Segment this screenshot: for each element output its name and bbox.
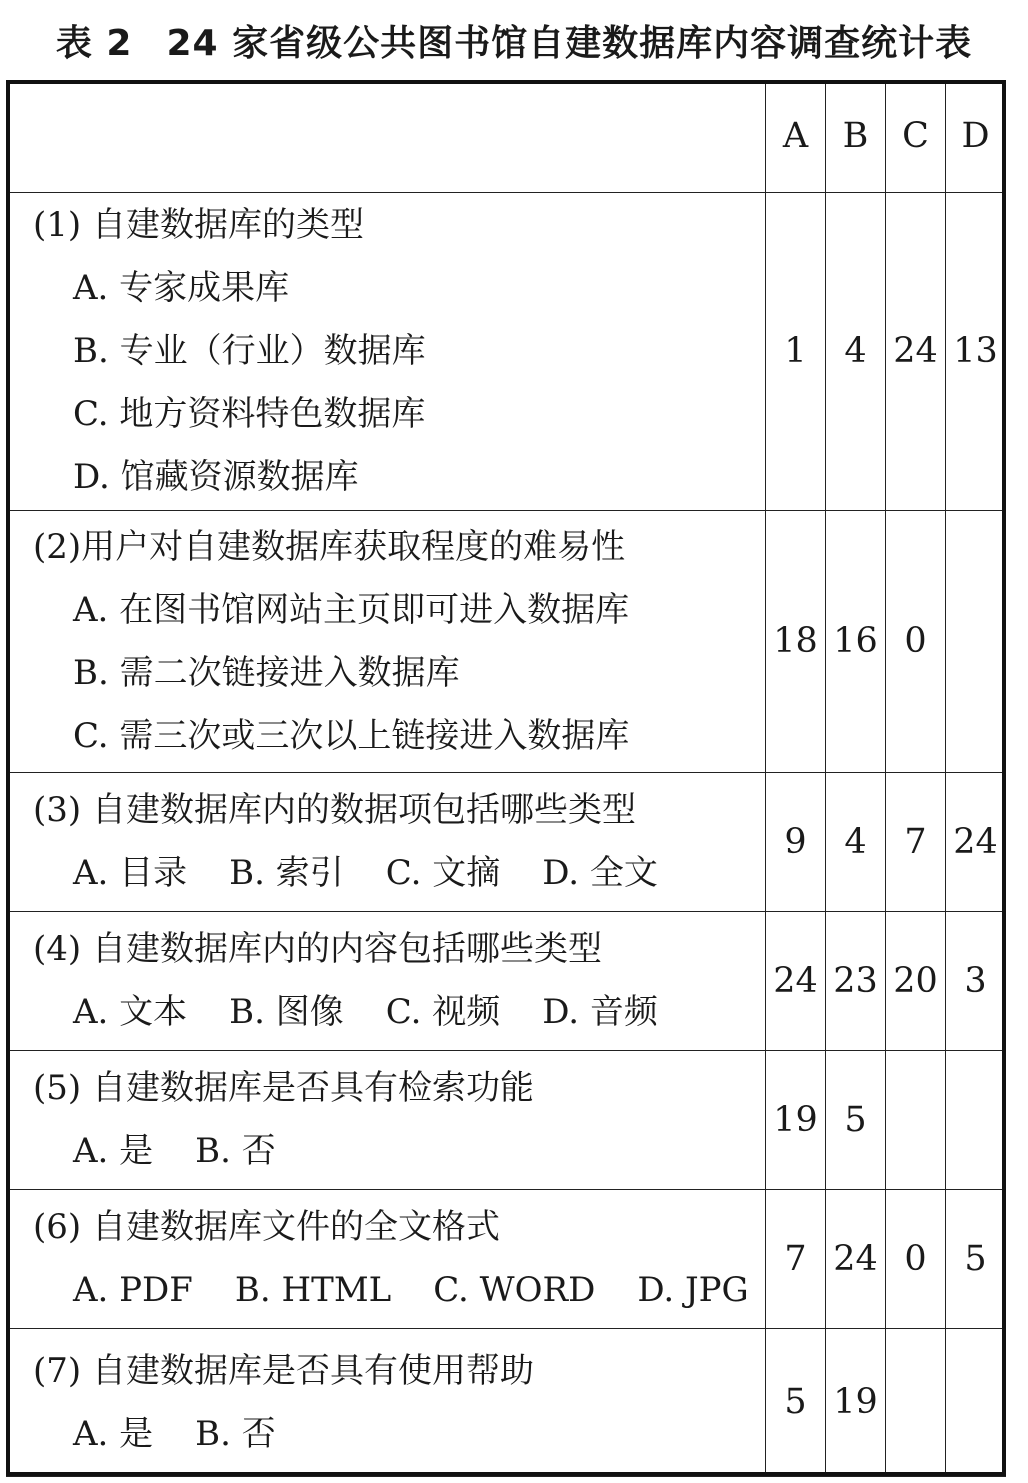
option: B. 否 [195, 1413, 276, 1454]
option: B. 索引 [229, 853, 344, 893]
value-c: 20 [886, 912, 946, 1051]
value-d: 24 [946, 773, 1006, 912]
value-c: 0 [886, 511, 946, 773]
table-title: 24 家省级公共图书馆自建数据库内容调查统计表 [166, 22, 973, 64]
option: C. 需三次或三次以上链接进入数据库 [73, 715, 630, 756]
table-caption [0, 0, 1028, 80]
value-b: 19 [826, 1329, 886, 1477]
option: A. 文本 [73, 992, 188, 1032]
value-c: 0 [886, 1190, 946, 1329]
option: D. 音频 [542, 992, 658, 1032]
value-b: 4 [826, 193, 886, 511]
header-a: A [766, 81, 826, 193]
option: D. 全文 [542, 853, 658, 893]
table-number: 表 2 [55, 22, 133, 64]
option: A. 是 [73, 1131, 154, 1171]
value-b: 24 [826, 1190, 886, 1329]
header-c: C [886, 81, 946, 193]
option: B. 专业（行业）数据库 [73, 331, 426, 371]
value-a: 9 [766, 773, 826, 912]
value-a: 7 [766, 1190, 826, 1329]
value-b: 4 [826, 773, 886, 912]
question-text: (3) 自建数据库内的数据项包括哪些类型 [33, 790, 636, 830]
question-text: (4) 自建数据库内的内容包括哪些类型 [33, 929, 602, 969]
option: A. 目录 [73, 853, 188, 893]
option: C. 文摘 [385, 853, 501, 893]
header-d: D [946, 81, 1006, 193]
value-c: 7 [886, 773, 946, 912]
option: A. 是 [73, 1413, 154, 1454]
question-text: (5) 自建数据库是否具有检索功能 [33, 1068, 534, 1108]
header-b: B [826, 81, 886, 193]
table-outer-border [6, 80, 1006, 1476]
value-d: 13 [946, 193, 1006, 511]
value-a: 18 [766, 511, 826, 773]
option: A. 在图书馆网站主页即可进入数据库 [73, 589, 630, 630]
value-a: 19 [766, 1051, 826, 1190]
option: C. 地方资料特色数据库 [73, 394, 426, 434]
value-b: 23 [826, 912, 886, 1051]
option: D. JPG [637, 1270, 749, 1310]
option: B. 图像 [229, 992, 344, 1032]
value-b: 5 [826, 1051, 886, 1190]
option: C. WORD [433, 1270, 596, 1310]
value-a: 1 [766, 193, 826, 511]
question-text: (1) 自建数据库的类型 [33, 205, 364, 245]
option: B. 需二次链接进入数据库 [73, 652, 460, 693]
question-text: (2)用户对自建数据库获取程度的难易性 [33, 526, 626, 567]
question-text: (6) 自建数据库文件的全文格式 [33, 1207, 500, 1247]
value-d: 3 [946, 912, 1006, 1051]
option: B. 否 [195, 1131, 276, 1171]
value-d: 5 [946, 1190, 1006, 1329]
option: D. 馆藏资源数据库 [73, 457, 359, 497]
value-a: 5 [766, 1329, 826, 1477]
option: A. PDF [73, 1270, 193, 1310]
option: C. 视频 [385, 992, 501, 1032]
option: B. HTML [234, 1270, 392, 1310]
value-b: 16 [826, 511, 886, 773]
option: A. 专家成果库 [73, 268, 290, 308]
value-a: 24 [766, 912, 826, 1051]
question-text: (7) 自建数据库是否具有使用帮助 [33, 1350, 534, 1391]
value-c: 24 [886, 193, 946, 511]
